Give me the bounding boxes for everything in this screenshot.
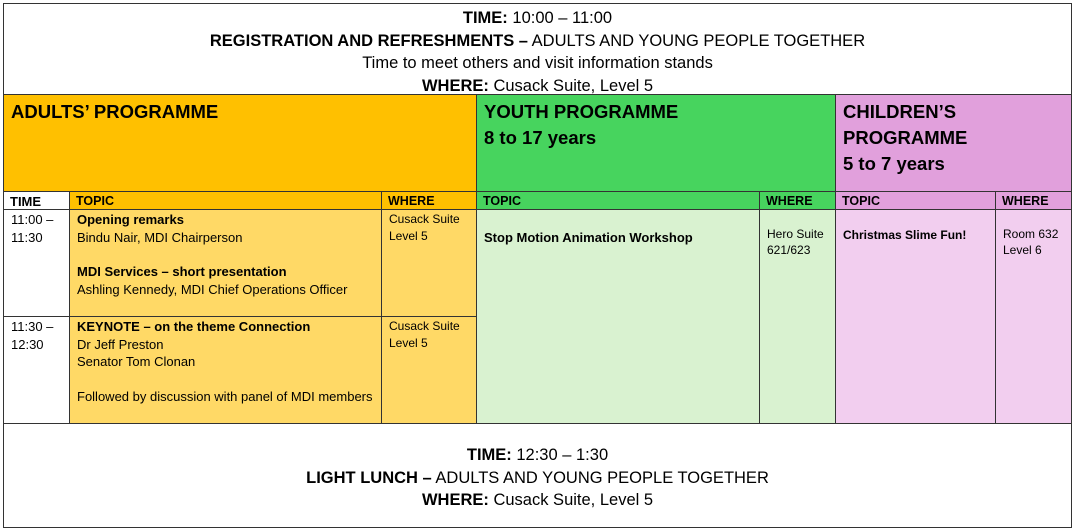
- lunch-subtitle: ADULTS AND YOUNG PEOPLE TOGETHER: [431, 468, 769, 487]
- registration-time-value: 10:00 – 11:00: [507, 9, 613, 27]
- column-header-adults-where: WHERE: [381, 191, 477, 210]
- youth-topic: Stop Motion Animation Workshop: [476, 209, 760, 424]
- adults-session-1-topic: [69, 209, 382, 317]
- youth-programme-age: 8 to 17 years: [484, 127, 597, 148]
- registration-banner: [3, 3, 1072, 95]
- children-programme-header: [835, 94, 1072, 192]
- adults-session-2-topic: [69, 316, 382, 424]
- lunch-title-text: LIGHT LUNCH –: [306, 468, 432, 487]
- children-where: [995, 209, 1072, 424]
- session-speaker-ashling-kennedy: Ashling Kennedy, MDI Chief Operations Officer: [77, 281, 348, 297]
- column-header-youth-topic: TOPIC: [476, 191, 760, 210]
- column-header-time: TIME: [3, 191, 70, 210]
- children-programme-title-line2: PROGRAMME: [843, 127, 968, 148]
- column-header-children-where: WHERE: [995, 191, 1072, 210]
- session-speaker-bindu-nair: Bindu Nair, MDI Chairperson: [77, 229, 243, 245]
- registration-time-label: TIME:: [462, 9, 508, 27]
- children-topic: Christmas Slime Fun!: [835, 209, 996, 424]
- registration-where-value: Cusack Suite, Level 5: [488, 76, 654, 95]
- session-speaker-jeff-preston: Dr Jeff Preston: [77, 336, 164, 352]
- lunch-title: [4, 467, 1071, 490]
- children-where-level: Level 6: [1003, 243, 1042, 257]
- youth-programme-title: YOUTH PROGRAMME: [484, 101, 679, 122]
- session-note-discussion: Followed by discussion with panel of MDI members: [77, 388, 373, 404]
- registration-subtitle: ADULTS AND YOUNG PEOPLE TOGETHER: [527, 31, 866, 50]
- lunch-time-value: 12:30 – 1:30: [511, 446, 609, 464]
- session-time-1: 11:00 – 11:30: [3, 209, 70, 317]
- youth-where: Hero Suite 621/623: [759, 209, 836, 424]
- lunch-where: [4, 489, 1071, 512]
- session-title-opening-remarks: Opening remarks: [77, 212, 184, 227]
- session-title-mdi-services: MDI Services – short presentation: [77, 264, 287, 279]
- lunch-time: [4, 444, 1071, 467]
- registration-where-label: WHERE:: [421, 76, 489, 95]
- column-header-youth-where: WHERE: [759, 191, 836, 210]
- adults-session-2-where: Cusack Suite Level 5: [381, 316, 477, 424]
- children-programme-title-line1: CHILDREN’S: [843, 101, 957, 122]
- registration-description: Time to meet others and visit information stands: [362, 54, 713, 72]
- column-header-children-topic: TOPIC: [835, 191, 996, 210]
- youth-programme-header: [476, 94, 836, 192]
- lunch-where-label: WHERE:: [421, 491, 489, 509]
- session-title-keynote: KEYNOTE – on the theme Connection: [77, 319, 311, 334]
- adults-programme-title: ADULTS’ PROGRAMME: [11, 101, 219, 122]
- adults-programme-header: [3, 94, 477, 192]
- lunch-banner: [3, 423, 1072, 528]
- lunch-where-value: Cusack Suite, Level 5: [488, 491, 654, 509]
- lunch-time-label: TIME:: [466, 446, 512, 464]
- registration-title-text: REGISTRATION AND REFRESHMENTS –: [209, 31, 528, 50]
- children-where-room: Room 632: [1003, 227, 1059, 241]
- column-header-adults-topic: TOPIC: [69, 191, 382, 210]
- session-speaker-tom-clonan: Senator Tom Clonan: [77, 354, 196, 369]
- children-programme-age: 5 to 7 years: [843, 153, 945, 174]
- adults-session-1-where: Cusack Suite Level 5: [381, 209, 477, 317]
- registration-time: [4, 7, 1071, 30]
- registration-title: [4, 30, 1071, 53]
- schedule-table: [3, 3, 1072, 528]
- session-time-2: 11:30 – 12:30: [3, 316, 70, 424]
